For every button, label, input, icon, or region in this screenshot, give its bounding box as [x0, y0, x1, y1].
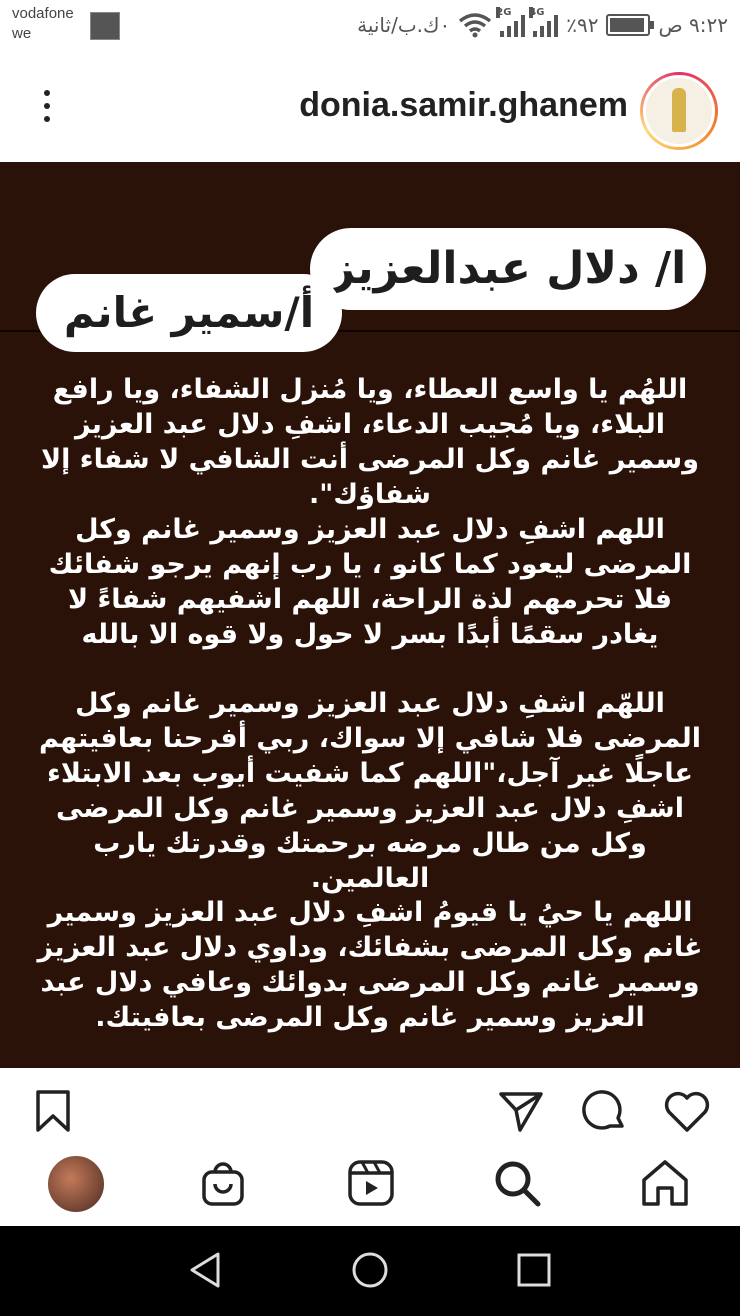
name-tag-2: أ/سمير غانم: [36, 274, 342, 352]
post-image[interactable]: [0, 162, 740, 1068]
profile-avatar[interactable]: [46, 1154, 106, 1214]
kebab-menu-icon[interactable]: [32, 90, 62, 130]
post-header: [0, 52, 740, 162]
prayer-paragraph: اللهم يا حيُ يا قيومُ اشفِ دلال عبد العزيز وسمير غانم وكل المرضى بشفائك، وداوي دلال عبد العزيز وسمير غانم وكل المرضى بدوائك وعافي دلال عبد العزيز وسمير غانم وكل المرضى بعافيتك.: [37, 897, 703, 1033]
reels-icon[interactable]: [344, 1156, 398, 1210]
carrier-name: vodafone: [12, 5, 74, 22]
carrier-label: [12, 4, 74, 44]
shop-icon[interactable]: [196, 1156, 250, 1210]
search-icon[interactable]: [490, 1156, 544, 1210]
notification-thumbnail-icon: [90, 12, 120, 40]
heart-icon[interactable]: [662, 1086, 712, 1136]
post-username[interactable]: donia.samir.ghanem: [299, 86, 628, 124]
prayer-paragraph: اللهُم يا واسع العطاء، ويا مُنزل الشفاء، ويا رافع البلاء، ويا مُجيب الدعاء، اشفِ دلال عبد العزيز وسمير غانم وكل المرضى أنت الشافي لا شفاء إلا شفاؤك".: [41, 374, 699, 510]
battery-percent: ٪٩٢: [566, 13, 599, 37]
home-circle-icon[interactable]: [350, 1250, 390, 1290]
recents-icon[interactable]: [514, 1250, 554, 1290]
prayer-paragraph: اللهم اشفِ دلال عبد العزيز وسمير غانم وكل المرضى ليعود كما كانو ، يا رب إنهم يرجو شفائك فلا تحرمهم لذة الراحة، اللهم اشفيهم شفاءً لا يغادر سقمًا أبدًا بسر لا حول ولا قوه الا بالله: [48, 514, 692, 650]
signal-4g-icon: [529, 7, 558, 37]
battery-icon: [606, 14, 650, 36]
bookmark-icon[interactable]: [28, 1086, 78, 1136]
name-tag-1: ا/ دلال عبدالعزيز: [310, 228, 706, 310]
comment-icon[interactable]: [580, 1086, 630, 1136]
prayer-paragraph: اللهّم اشفِ دلال عبد العزيز وسمير غانم وكل المرضى فلا شافي إلا سواك، ربي أفرحنا بعافيتهم عاجلًا غير آجل،"اللهم كما شفيت أيوب بعد الابتلاء اشفِ دلال عبد العزيز وسمير غانم وكل المرضى وكل من طال مرضه برحمتك وقدرتك يارب العالمين.: [38, 688, 702, 894]
data-speed: ٠ك.ب/ثانية: [357, 13, 451, 37]
carrier-name-secondary: we: [12, 25, 32, 42]
battery-level: [610, 18, 643, 32]
signal-4g-tag: 4G: [529, 7, 545, 18]
home-icon[interactable]: [638, 1156, 692, 1210]
signal-2g-tag: 2G: [496, 7, 512, 18]
author-avatar[interactable]: [640, 72, 718, 150]
send-icon[interactable]: [496, 1086, 546, 1136]
clock: ٩:٢٢ ص: [658, 13, 728, 37]
wifi-icon: [458, 12, 492, 38]
back-icon[interactable]: [186, 1250, 226, 1290]
bottom-navigation: [0, 1152, 740, 1226]
status-icons: [357, 8, 728, 42]
system-navigation-bar: [0, 1226, 740, 1316]
signal-2g-icon: [496, 7, 525, 37]
post-action-bar: [0, 1068, 740, 1152]
status-bar: [0, 0, 740, 52]
